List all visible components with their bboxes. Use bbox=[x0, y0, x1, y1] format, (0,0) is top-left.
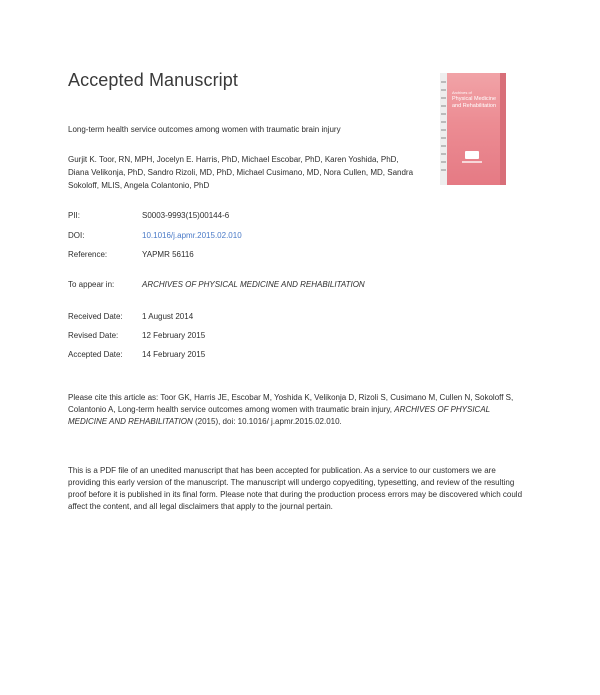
pii-label: PII: bbox=[68, 211, 81, 220]
author-list: Gurjit K. Toor, RN, MPH, Jocelyn E. Harris, PhD, Michael Escobar, PhD, Karen Yoshida, PhD, Diana Velikonja, PhD, Sandro Rizoli, MD, PhD, Michael Cusimano, MD, Nora Cullen, MD, Sandra Sokoloff, MLIS, Angela Colantonio, PhD bbox=[68, 155, 414, 190]
reference-label: Reference: bbox=[68, 250, 108, 259]
cover-title-line3: and Rehabilitation bbox=[452, 103, 497, 109]
received-date-label: Received Date: bbox=[68, 312, 123, 321]
article-title: Long-term health service outcomes among women with traumatic brain injury bbox=[68, 125, 341, 134]
accepted-date-value: 14 February 2015 bbox=[142, 350, 206, 359]
doi-link[interactable]: 10.1016/j.apmr.2015.02.010 bbox=[142, 231, 242, 240]
appear-in-label: To appear in: bbox=[68, 280, 115, 289]
cover-spine-marks bbox=[441, 81, 446, 177]
cover-logo-caption bbox=[462, 161, 482, 163]
citation-doi: (2015), doi: 10.1016/ j.apmr.2015.02.010. bbox=[192, 417, 342, 426]
journal-cover-image bbox=[440, 73, 506, 185]
disclaimer-paragraph: This is a PDF file of an unedited manuscript that has been accepted for publication. As a service to our customers we are providing this early version of the manuscript. The manuscript will undergo copyediting, typesetting, and review of the resulting proof before it is published in its final form. Please note that during the production process errors may be discovered which could affect the content, and all legal disclaimers that apply to the journal pertain. bbox=[68, 466, 523, 511]
cover-title-line1: Archives of bbox=[452, 90, 472, 95]
reference-value: YAPMR 56116 bbox=[142, 250, 194, 259]
doi-label: DOI: bbox=[68, 231, 85, 240]
citation-paragraph bbox=[68, 392, 528, 428]
received-date-value: 1 August 2014 bbox=[142, 312, 194, 321]
citation-text: Please cite this article as: Toor GK, Harris JE, Escobar M, Yoshida K, Velikonja D, Rizoli S, Cusimano M, Cullen N, Sokoloff S, Colantonio A, Long-term health service outcomes among women with traumatic brain injury, bbox=[68, 393, 514, 414]
page-heading: Accepted Manuscript bbox=[68, 70, 238, 90]
citation-journal: ARCHIVES OF PHYSICAL MEDICINE AND REHABILITATION bbox=[68, 405, 490, 426]
cover-logo-icon bbox=[465, 151, 479, 159]
cover-spine bbox=[440, 73, 447, 185]
cover-title-line2: Physical Medicine bbox=[452, 96, 497, 102]
appear-in-row bbox=[68, 280, 365, 289]
pii-value: S0003-9993(15)00144-6 bbox=[142, 211, 230, 220]
cover-title bbox=[452, 89, 496, 110]
appear-in-journal: ARCHIVES OF PHYSICAL MEDICINE AND REHABILITATION bbox=[142, 280, 365, 289]
accepted-date-label: Accepted Date: bbox=[68, 350, 123, 359]
revised-date-value: 12 February 2015 bbox=[142, 331, 206, 340]
revised-date-label: Revised Date: bbox=[68, 331, 119, 340]
